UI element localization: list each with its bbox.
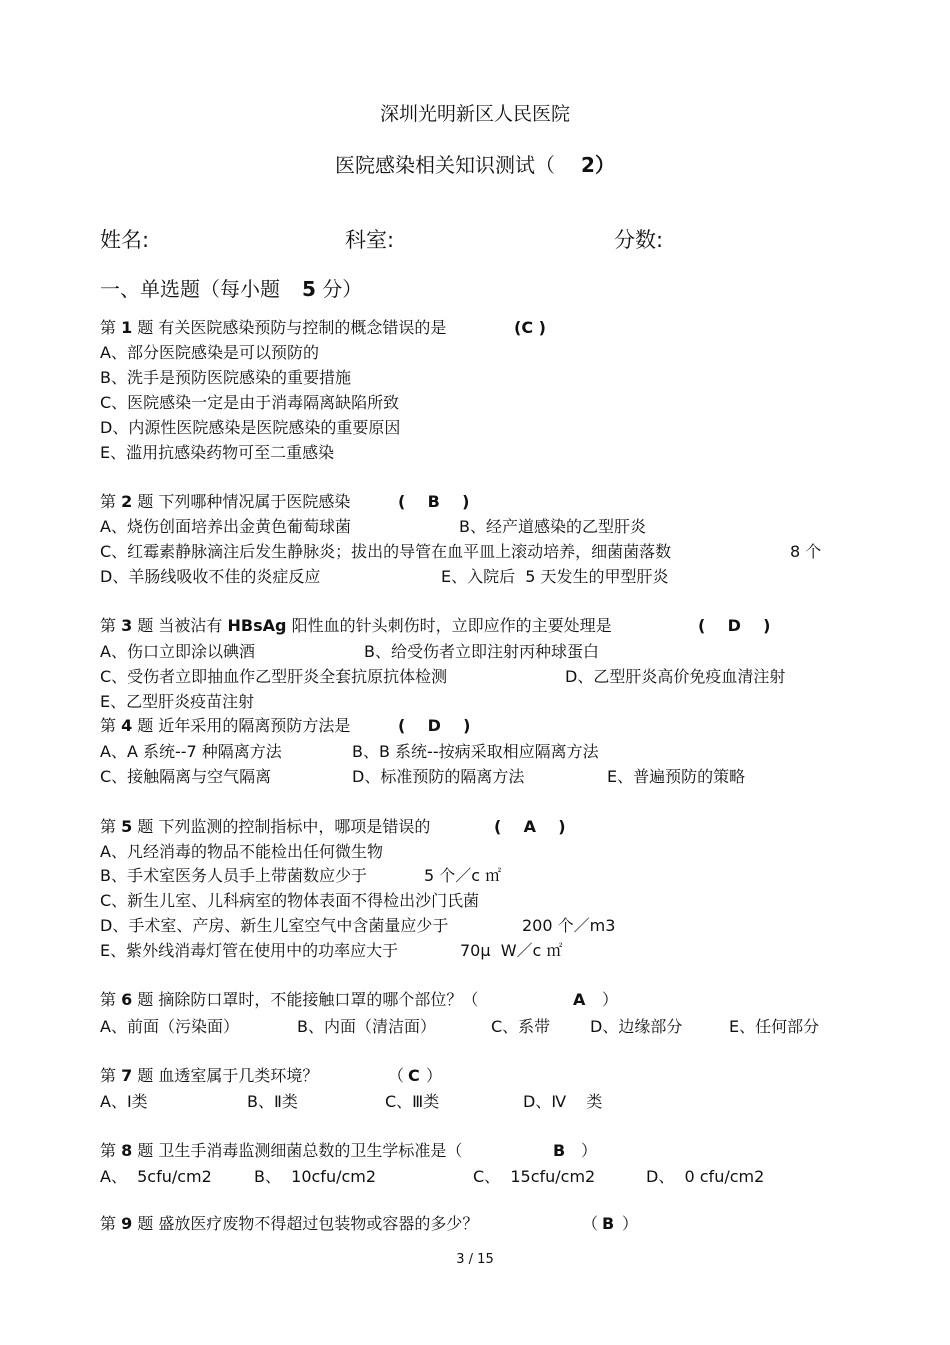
question-3-option-e: E、乙型肝炎疫苗注射: [100, 692, 255, 711]
question-3-option-a: A、伤口立即涂以碘酒: [100, 642, 255, 661]
question-8-option-c: C、 15cfu/cm2: [473, 1167, 596, 1186]
question-5-option-c: C、新生儿室、儿科病室的物体表面不得检出沙门氏菌: [100, 891, 480, 910]
question-6-answer: A: [573, 990, 586, 1009]
question-1-option-e: E、滥用抗感染药物可至二重感染: [100, 443, 335, 462]
test-title-text: 医院感染相关知识测试（: [335, 153, 556, 177]
question-7-option-a: A、Ⅰ类: [100, 1092, 148, 1111]
question-8-option-d: D、 0 cfu/cm2: [646, 1167, 765, 1186]
dept-field-label: 科室:: [345, 228, 395, 252]
question-9-close-paren: ）: [622, 1214, 639, 1233]
question-2-option-b: B、经产道感染的乙型肝炎: [459, 517, 646, 536]
question-2-option-d: D、羊肠线吸收不佳的炎症反应: [100, 567, 321, 586]
question-5-option-b-value: 5 个／c ㎡: [424, 866, 502, 885]
question-4-stem: 第 4 题 近年采用的隔离预防方法是: [100, 716, 351, 735]
question-1-option-d: D、内源性医院感染是医院感染的重要原因: [100, 418, 401, 437]
question-2-option-a: A、烧伤创面培养出金黄色葡萄球菌: [100, 517, 351, 536]
question-2-answer: ( B ): [398, 492, 470, 511]
question-9-answer: B: [602, 1214, 615, 1233]
section-points: 5: [302, 277, 316, 301]
question-1-option-a: A、部分医院感染是可以预防的: [100, 343, 319, 362]
question-6-option-e: E、任何部分: [729, 1017, 820, 1036]
question-8-answer: B: [553, 1141, 566, 1160]
name-field-label: 姓名:: [100, 228, 150, 252]
question-6-stem: 第 6 题 摘除防口罩时，不能接触口罩的哪个部位？（: [100, 990, 479, 1009]
question-3-answer: ( D ): [698, 616, 771, 635]
question-4-option-d: D、标准预防的隔离方法: [352, 767, 525, 786]
question-8-option-b: B、 10cfu/cm2: [254, 1167, 377, 1186]
question-3-stem: 第 3 题 当被沾有 HBsAg 阳性血的针头刺伤时，立即应作的主要处理是: [100, 616, 612, 635]
question-1-stem: 第 1 题 有关医院感染预防与控制的概念错误的是: [100, 318, 447, 337]
question-2-option-e: E、入院后 5 天发生的甲型肝炎: [441, 567, 669, 586]
test-title-number: 2）: [581, 153, 615, 177]
question-4-option-c: C、接触隔离与空气隔离: [100, 767, 272, 786]
question-3-option-b: B、给受伤者立即注射丙种球蛋白: [364, 642, 599, 661]
question-4-option-e: E、普遍预防的策略: [607, 767, 746, 786]
question-3-option-d: D、乙型肝炎高价免疫血清注射: [565, 667, 786, 686]
question-9-open-paren: （: [582, 1214, 599, 1233]
question-4-option-b: B、B 系统--按病采取相应隔离方法: [352, 742, 599, 761]
question-7-stem: 第 7 题 血透室属于几类环境？: [100, 1066, 319, 1085]
question-7-option-b: B、Ⅱ类: [247, 1092, 298, 1111]
question-2-stem: 第 2 题 下列哪种情况属于医院感染: [100, 492, 351, 511]
question-1-option-c: C、医院感染一定是由于消毒隔离缺陷所致: [100, 393, 400, 412]
question-7-open-paren: （: [388, 1066, 405, 1085]
question-5-option-b: B、手术室医务人员手上带菌数应少于: [100, 866, 367, 885]
question-2-option-c-count: 8 个: [790, 542, 822, 561]
question-3-option-c: C、受伤者立即抽血作乙型肝炎全套抗原抗体检测: [100, 667, 448, 686]
section-unit: 分）: [322, 277, 363, 301]
question-5-option-d: D、手术室、产房、新生儿室空气中含菌量应少于: [100, 916, 449, 935]
section-label: 一、单选题（每小题: [100, 277, 280, 301]
question-4-answer: ( D ): [398, 716, 471, 735]
test-title: [0, 152, 950, 178]
question-6-option-c: C、系带: [491, 1017, 551, 1036]
score-field-label: 分数:: [614, 228, 664, 252]
question-5-option-d-value: 200 个／m3: [522, 916, 616, 935]
question-7-answer: C: [408, 1066, 420, 1085]
question-6-close-paren: ）: [602, 990, 619, 1009]
question-2-option-c: C、红霉素静脉滴注后发生静脉炎；拔出的导管在血平皿上滚动培养，细菌菌落数: [100, 542, 672, 561]
question-8-option-a: A、 5cfu/cm2: [100, 1167, 212, 1186]
question-9-stem: 第 9 题 盛放医疗废物不得超过包装物或容器的多少？: [100, 1214, 479, 1233]
question-5-answer: ( A ): [494, 817, 566, 836]
section-heading: [100, 276, 362, 302]
question-4-option-a: A、A 系统--7 种隔离方法: [100, 742, 282, 761]
question-7-option-c: C、Ⅲ类: [385, 1092, 440, 1111]
hospital-name: 深圳光明新区人民医院: [379, 103, 570, 125]
question-8-stem: 第 8 题 卫生手消毒监测细菌总数的卫生学标准是（: [100, 1141, 463, 1160]
question-6-option-a: A、前面（污染面）: [100, 1017, 239, 1036]
page-number: 3 / 15: [456, 1252, 494, 1267]
question-5-option-e-value: 70μ W／c ㎡: [460, 941, 563, 960]
question-6-option-b: B、内面（清洁面）: [297, 1017, 436, 1036]
question-5-option-a: A、凡经消毒的物品不能检出任何微生物: [100, 842, 383, 861]
question-7-close-paren: ）: [426, 1066, 443, 1085]
question-1-answer: (C ): [514, 318, 546, 337]
question-6-option-d: D、边缘部分: [590, 1017, 683, 1036]
question-5-stem: 第 5 题 下列监测的控制指标中，哪项是错误的: [100, 817, 431, 836]
question-7-option-d: D、Ⅳ 类: [523, 1092, 603, 1111]
question-1-option-b: B、洗手是预防医院感染的重要措施: [100, 368, 351, 387]
question-8-close-paren: ）: [581, 1141, 598, 1160]
question-5-option-e: E、紫外线消毒灯管在使用中的功率应大于: [100, 941, 399, 960]
